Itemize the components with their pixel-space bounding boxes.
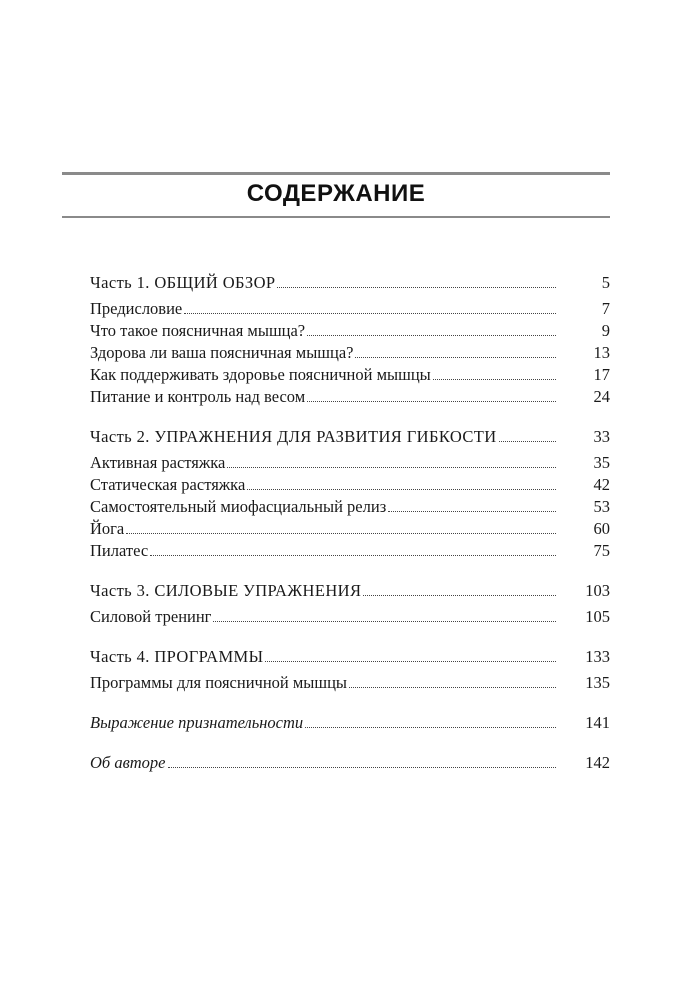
toc-entry[interactable]	[90, 320, 610, 342]
toc-page-number: 60	[593, 519, 610, 538]
toc-part-heading[interactable]	[90, 272, 610, 294]
toc-part-label: Часть 4. ПРОГРАММЫ	[90, 647, 264, 666]
toc-page-number: 7	[601, 299, 610, 318]
toc-part-heading[interactable]	[90, 426, 610, 448]
toc-page-number: 135	[585, 673, 610, 692]
toc-entry-label: Пилатес	[90, 541, 149, 560]
dot-leader	[227, 466, 556, 468]
toc-entry[interactable]	[90, 364, 610, 386]
toc-page-number: 53	[593, 497, 610, 516]
toc-entry-label: Что такое поясничная мышца?	[90, 321, 306, 340]
toc-entry-label: Самостоятельный миофасциальный релиз	[90, 497, 387, 516]
toc-part-label: Часть 1. ОБЩИЙ ОБЗОР	[90, 273, 276, 292]
dot-leader	[388, 510, 556, 512]
toc-entry-label: Активная растяжка	[90, 453, 226, 472]
toc-entry[interactable]	[90, 474, 610, 496]
dot-leader	[307, 400, 556, 402]
dot-leader	[126, 532, 556, 534]
toc-entry-label: Об авторе	[90, 753, 166, 772]
toc-page-number: 42	[593, 475, 610, 494]
toc-page-number: 75	[593, 541, 610, 560]
toc-page-number: 35	[593, 453, 610, 472]
toc-entry-label: Питание и контроль над весом	[90, 387, 306, 406]
dot-leader	[168, 766, 557, 768]
toc-page-number: 103	[585, 581, 610, 600]
toc-part-heading[interactable]	[90, 580, 610, 602]
toc-section-part-4	[90, 646, 610, 694]
toc-entry-label: Предисловие	[90, 299, 183, 318]
dot-leader	[355, 356, 556, 358]
toc-part-label: Часть 3. СИЛОВЫЕ УПРАЖНЕНИЯ	[90, 581, 362, 600]
toc-page-number: 105	[585, 607, 610, 626]
toc-section-part-2	[90, 426, 610, 562]
toc-entry[interactable]	[90, 672, 610, 694]
toc-page-number: 33	[593, 427, 610, 446]
toc-entry-about-author[interactable]	[90, 752, 610, 774]
toc-part-heading[interactable]	[90, 646, 610, 668]
toc-entry-label: Силовой тренинг	[90, 607, 212, 626]
dot-leader	[213, 620, 556, 622]
toc-page-number: 141	[585, 713, 610, 732]
toc-entry-acknowledgements[interactable]	[90, 712, 610, 734]
toc-entry-label: Программы для поясничной мышцы	[90, 673, 348, 692]
toc-entry[interactable]	[90, 540, 610, 562]
toc-entry-label: Статическая растяжка	[90, 475, 246, 494]
toc-entry-label: Как поддерживать здоровье поясничной мышцы	[90, 365, 431, 384]
dot-leader	[305, 726, 556, 728]
toc-entry[interactable]	[90, 606, 610, 628]
dot-leader	[265, 660, 556, 662]
toc-entry-label: Здорова ли ваша поясничная мышца?	[90, 343, 354, 362]
toc-entry[interactable]	[90, 298, 610, 320]
toc-entry-label: Йога	[90, 519, 125, 538]
toc-section-acknowledgements	[90, 712, 610, 734]
dot-leader	[499, 440, 556, 442]
toc-page-number: 133	[585, 647, 610, 666]
dot-leader	[184, 312, 556, 314]
toc-section-part-3	[90, 580, 610, 628]
dot-leader	[150, 554, 556, 556]
toc-page-number: 17	[593, 365, 610, 384]
dot-leader	[307, 334, 556, 336]
toc-section-part-1	[90, 272, 610, 408]
toc-page-number: 13	[593, 343, 610, 362]
toc-page-number: 142	[585, 753, 610, 772]
dot-leader	[247, 488, 556, 490]
toc-entry-label: Выражение признательности	[90, 713, 304, 732]
toc-section-about-author	[90, 752, 610, 774]
toc-page-number: 5	[601, 273, 610, 292]
toc-entry[interactable]	[90, 342, 610, 364]
toc-page-number: 24	[593, 387, 610, 406]
title-top-rule	[62, 172, 610, 175]
toc-entry[interactable]	[90, 518, 610, 540]
toc-entry[interactable]	[90, 386, 610, 408]
title-bottom-rule	[62, 216, 610, 218]
toc-entry[interactable]	[90, 496, 610, 518]
toc-page-number: 9	[601, 321, 610, 340]
page-title: СОДЕРЖАНИЕ	[246, 180, 426, 207]
dot-leader	[363, 594, 556, 596]
dot-leader	[277, 286, 556, 288]
dot-leader	[433, 378, 556, 380]
toc-entry[interactable]	[90, 452, 610, 474]
table-of-contents	[90, 272, 610, 774]
toc-part-label: Часть 2. УПРАЖНЕНИЯ ДЛЯ РАЗВИТИЯ ГИБКОСТИ	[90, 427, 497, 446]
dot-leader	[349, 686, 556, 688]
